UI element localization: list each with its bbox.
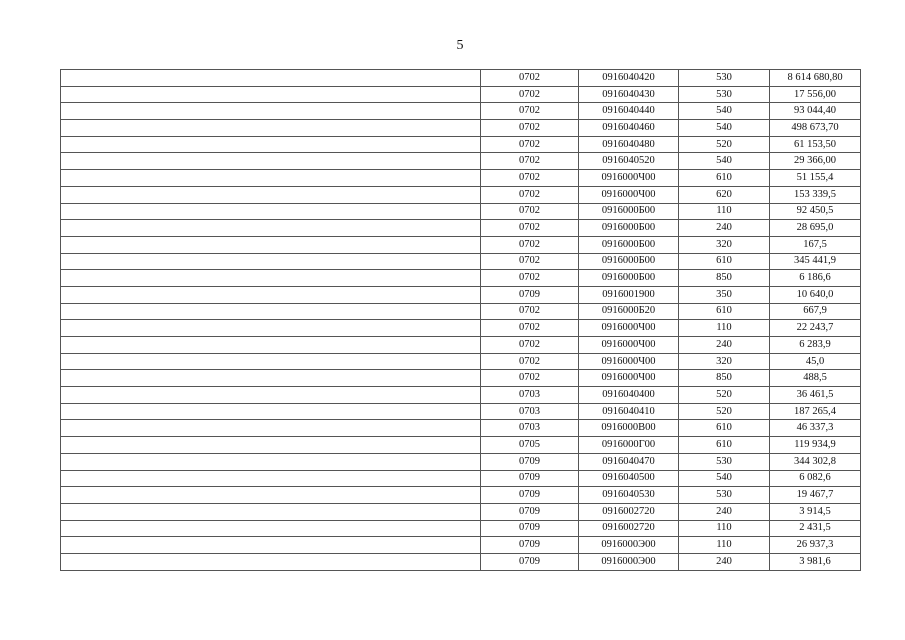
row-target-article: 0916040460 [579,120,679,137]
row-target-article: 0916040410 [579,403,679,420]
row-expense-type: 520 [679,136,770,153]
row-section-code: 0705 [481,437,579,454]
row-target-article: 0916000Ч00 [579,320,679,337]
row-description [61,470,481,487]
row-expense-type: 530 [679,70,770,87]
row-expense-type: 350 [679,286,770,303]
table-row [61,487,861,504]
row-amount: 187 265,4 [770,403,861,420]
row-target-article: 0916040520 [579,153,679,170]
row-section-code: 0702 [481,337,579,354]
row-amount: 3 981,6 [770,553,861,570]
row-target-article: 0916002720 [579,520,679,537]
row-expense-type: 540 [679,470,770,487]
table-row [61,320,861,337]
row-expense-type: 610 [679,170,770,187]
row-target-article: 0916000Г00 [579,437,679,454]
row-expense-type: 110 [679,537,770,554]
row-target-article: 0916040500 [579,470,679,487]
row-expense-type: 530 [679,86,770,103]
row-section-code: 0709 [481,286,579,303]
budget-table [60,69,861,571]
row-expense-type: 520 [679,403,770,420]
row-description [61,70,481,87]
row-section-code: 0702 [481,120,579,137]
row-expense-type: 520 [679,387,770,404]
row-description [61,86,481,103]
row-amount: 8 614 680,80 [770,70,861,87]
table-row [61,220,861,237]
row-description [61,487,481,504]
row-section-code: 0702 [481,320,579,337]
row-amount: 45,0 [770,353,861,370]
row-target-article: 0916000В00 [579,420,679,437]
row-section-code: 0702 [481,70,579,87]
row-amount: 26 937,3 [770,537,861,554]
row-amount: 498 673,70 [770,120,861,137]
table-row [61,353,861,370]
row-description [61,503,481,520]
row-description [61,453,481,470]
row-expense-type: 540 [679,120,770,137]
row-amount: 6 283,9 [770,337,861,354]
row-expense-type: 610 [679,253,770,270]
row-section-code: 0702 [481,170,579,187]
row-expense-type: 610 [679,303,770,320]
row-expense-type: 240 [679,553,770,570]
row-description [61,537,481,554]
table-row [61,537,861,554]
row-target-article: 0916000Ч00 [579,186,679,203]
row-expense-type: 540 [679,153,770,170]
table-row [61,186,861,203]
row-amount: 119 934,9 [770,437,861,454]
row-amount: 344 302,8 [770,453,861,470]
row-description [61,120,481,137]
row-amount: 19 467,7 [770,487,861,504]
table-row [61,170,861,187]
table-row [61,437,861,454]
row-target-article: 0916001900 [579,286,679,303]
row-target-article: 0916000Ч00 [579,337,679,354]
row-expense-type: 850 [679,270,770,287]
row-description [61,370,481,387]
table-row [61,403,861,420]
row-amount: 2 431,5 [770,520,861,537]
row-section-code: 0702 [481,136,579,153]
row-expense-type: 530 [679,453,770,470]
row-amount: 3 914,5 [770,503,861,520]
row-target-article: 0916000Б00 [579,253,679,270]
row-amount: 51 155,4 [770,170,861,187]
table-row [61,70,861,87]
row-section-code: 0702 [481,203,579,220]
row-target-article: 0916000Ч00 [579,353,679,370]
table-row [61,503,861,520]
row-section-code: 0703 [481,420,579,437]
table-row [61,553,861,570]
row-section-code: 0709 [481,453,579,470]
row-target-article: 0916000Э00 [579,537,679,554]
row-description [61,186,481,203]
row-description [61,203,481,220]
row-description [61,437,481,454]
row-target-article: 0916040530 [579,487,679,504]
row-amount: 61 153,50 [770,136,861,153]
row-target-article: 0916000Э00 [579,553,679,570]
table-row [61,136,861,153]
row-amount: 6 186,6 [770,270,861,287]
row-expense-type: 320 [679,236,770,253]
row-amount: 10 640,0 [770,286,861,303]
row-section-code: 0709 [481,487,579,504]
row-description [61,220,481,237]
row-section-code: 0702 [481,370,579,387]
row-section-code: 0702 [481,353,579,370]
table-row [61,286,861,303]
row-description [61,170,481,187]
row-description [61,353,481,370]
table-row [61,303,861,320]
row-description [61,520,481,537]
row-target-article: 0916000Б00 [579,203,679,220]
row-description [61,337,481,354]
row-amount: 17 556,00 [770,86,861,103]
row-description [61,320,481,337]
row-section-code: 0702 [481,86,579,103]
row-target-article: 0916040480 [579,136,679,153]
row-section-code: 0702 [481,303,579,320]
table-row [61,236,861,253]
table-row [61,253,861,270]
row-amount: 488,5 [770,370,861,387]
table-row [61,520,861,537]
row-expense-type: 610 [679,420,770,437]
row-target-article: 0916000Ч00 [579,170,679,187]
table-row [61,86,861,103]
row-expense-type: 240 [679,337,770,354]
row-description [61,136,481,153]
row-expense-type: 110 [679,520,770,537]
row-section-code: 0702 [481,153,579,170]
row-amount: 22 243,7 [770,320,861,337]
row-section-code: 0709 [481,553,579,570]
row-section-code: 0703 [481,387,579,404]
table-row [61,203,861,220]
row-amount: 667,9 [770,303,861,320]
row-target-article: 0916040400 [579,387,679,404]
table-row [61,120,861,137]
row-description [61,153,481,170]
table-row [61,470,861,487]
row-section-code: 0702 [481,253,579,270]
row-expense-type: 540 [679,103,770,120]
row-description [61,236,481,253]
row-amount: 29 366,00 [770,153,861,170]
row-description [61,286,481,303]
row-expense-type: 610 [679,437,770,454]
table-row [61,103,861,120]
row-section-code: 0702 [481,236,579,253]
row-target-article: 0916000Ч00 [579,370,679,387]
row-description [61,103,481,120]
table-row [61,420,861,437]
table-row [61,387,861,404]
row-description [61,270,481,287]
row-expense-type: 620 [679,186,770,203]
row-section-code: 0702 [481,220,579,237]
row-expense-type: 240 [679,220,770,237]
row-amount: 46 337,3 [770,420,861,437]
row-amount: 167,5 [770,236,861,253]
page-number: 5 [456,38,464,53]
row-section-code: 0703 [481,403,579,420]
row-expense-type: 530 [679,487,770,504]
row-target-article: 0916000Б00 [579,270,679,287]
row-target-article: 0916040430 [579,86,679,103]
row-target-article: 0916040420 [579,70,679,87]
row-expense-type: 320 [679,353,770,370]
row-description [61,253,481,270]
row-description [61,553,481,570]
row-expense-type: 240 [679,503,770,520]
row-amount: 153 339,5 [770,186,861,203]
row-target-article: 0916000Б00 [579,236,679,253]
row-expense-type: 110 [679,320,770,337]
row-amount: 28 695,0 [770,220,861,237]
table-row [61,453,861,470]
table-row [61,270,861,287]
row-amount: 93 044,40 [770,103,861,120]
table-body [61,70,861,571]
row-section-code: 0702 [481,103,579,120]
row-amount: 36 461,5 [770,387,861,404]
row-section-code: 0709 [481,520,579,537]
table-row [61,153,861,170]
table-row [61,337,861,354]
row-target-article: 0916000Б20 [579,303,679,320]
row-section-code: 0709 [481,537,579,554]
row-amount: 6 082,6 [770,470,861,487]
row-section-code: 0702 [481,186,579,203]
row-description [61,403,481,420]
row-section-code: 0702 [481,270,579,287]
row-target-article: 0916040440 [579,103,679,120]
table-row [61,370,861,387]
row-target-article: 0916000Б00 [579,220,679,237]
row-expense-type: 110 [679,203,770,220]
row-target-article: 0916002720 [579,503,679,520]
row-expense-type: 850 [679,370,770,387]
row-amount: 345 441,9 [770,253,861,270]
row-description [61,387,481,404]
row-target-article: 0916040470 [579,453,679,470]
row-description [61,420,481,437]
row-section-code: 0709 [481,503,579,520]
row-section-code: 0709 [481,470,579,487]
row-description [61,303,481,320]
row-amount: 92 450,5 [770,203,861,220]
